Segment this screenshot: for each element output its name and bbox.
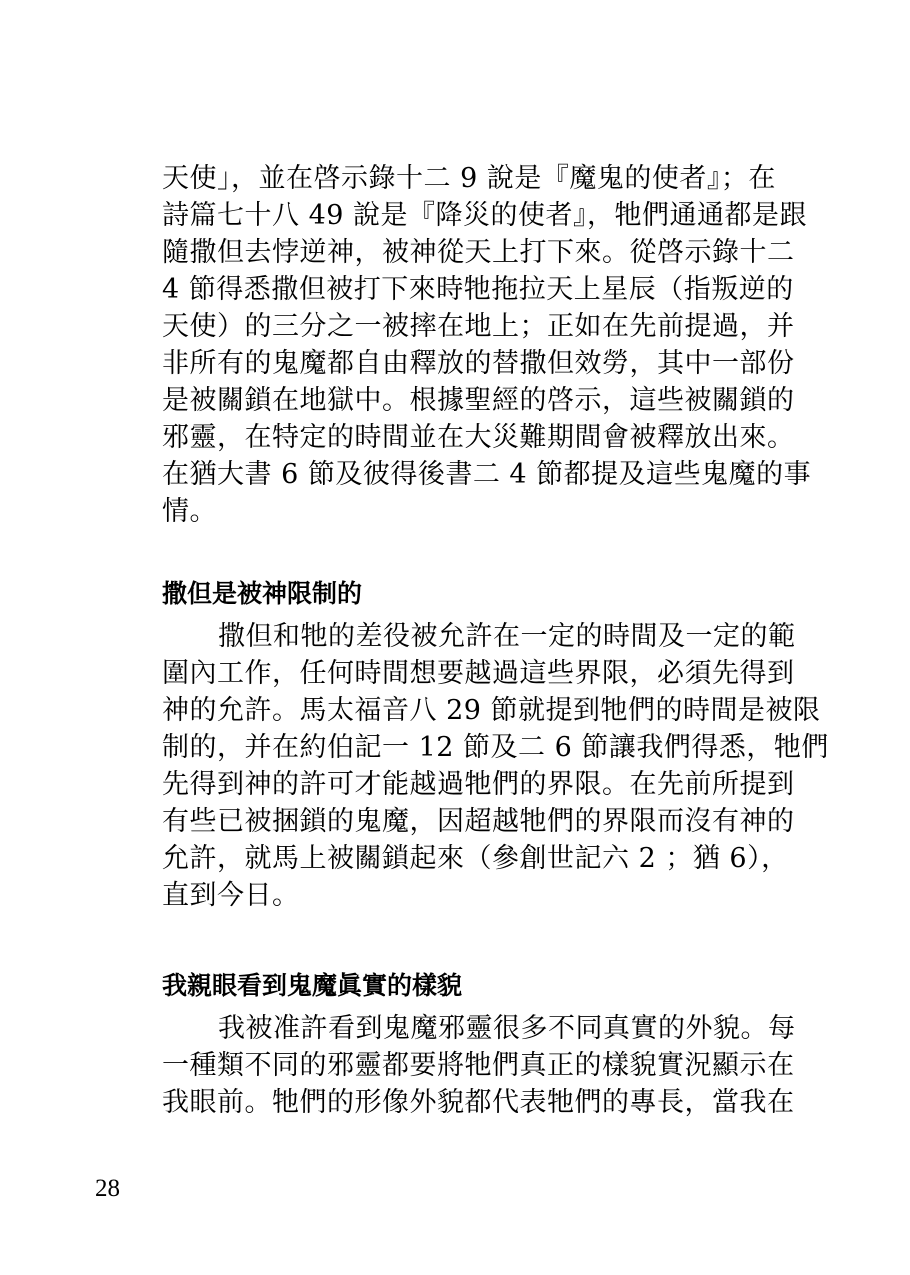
text-line: 撒但和牠的差役被允許在一定的時間及一定的範 [218,621,796,652]
text-line: 4 節得悉撒但被打下來時牠拖拉天上星辰（指叛逆的 [162,274,794,305]
page-number: 28 [95,1175,120,1202]
paragraph-satan-limited [162,618,829,914]
paragraph-demons-seen [162,1010,796,1121]
text-line: 神的允許。馬太福音八 29 節就提到牠們的時間是被限 [162,695,821,726]
text-line: 天使」，並在啓示錄十二 9 說是『魔鬼的使者』；在 [162,163,776,194]
paragraph-continued [162,160,812,530]
section-heading-satan-limited: 撒但是被神限制的 [162,579,363,608]
text-line: 我被准許看到鬼魔邪靈很多不同真實的外貌。每 [218,1013,796,1044]
page-body [162,160,829,1121]
text-line: 有些已被捆鎖的鬼魔，因超越牠們的界限而沒有神的 [162,806,795,837]
text-line: 允許，就馬上被關鎖起來（參創世記六 2 ；猶 6）， [162,843,789,874]
text-line: 圍內工作，任何時間想要越過這些界限，必須先得到 [162,658,795,689]
text-line: 隨撒但去悖逆神，被神從天上打下來。從啓示錄十二 [162,237,795,268]
text-line: 是被關鎖在地獄中。根據聖經的啓示，這些被關鎖的 [162,385,795,416]
text-line: 先得到神的許可才能越過牠們的界限。在先前所提到 [162,769,795,800]
text-line: 在猶大書 6 節及彼得後書二 4 節都提及這些鬼魔的事 [162,459,812,490]
text-line: 詩篇七十八 49 說是『降災的使者』，牠們通通都是跟 [162,200,808,231]
text-line: 情。 [162,496,217,527]
text-line: 直到今日。 [162,880,300,911]
text-line: 天使）的三分之一被摔在地上；正如在先前提過，并 [162,311,795,342]
text-line: 制的，并在約伯記一 12 節及二 6 節讓我們得悉，牠們 [162,732,829,763]
section-heading-demons-seen: 我親眼看到鬼魔眞實的樣貌 [162,971,463,1000]
text-line: 非所有的鬼魔都自由釋放的替撒但效勞，其中一部份 [162,348,795,379]
text-line: 邪靈，在特定的時間並在大災難期間會被釋放出來。 [162,422,795,453]
text-line: 我眼前。牠們的形像外貌都代表牠們的專長，當我在 [162,1087,795,1118]
text-line: 一種類不同的邪靈都要將牠們真正的樣貌實況顯示在 [162,1050,795,1081]
